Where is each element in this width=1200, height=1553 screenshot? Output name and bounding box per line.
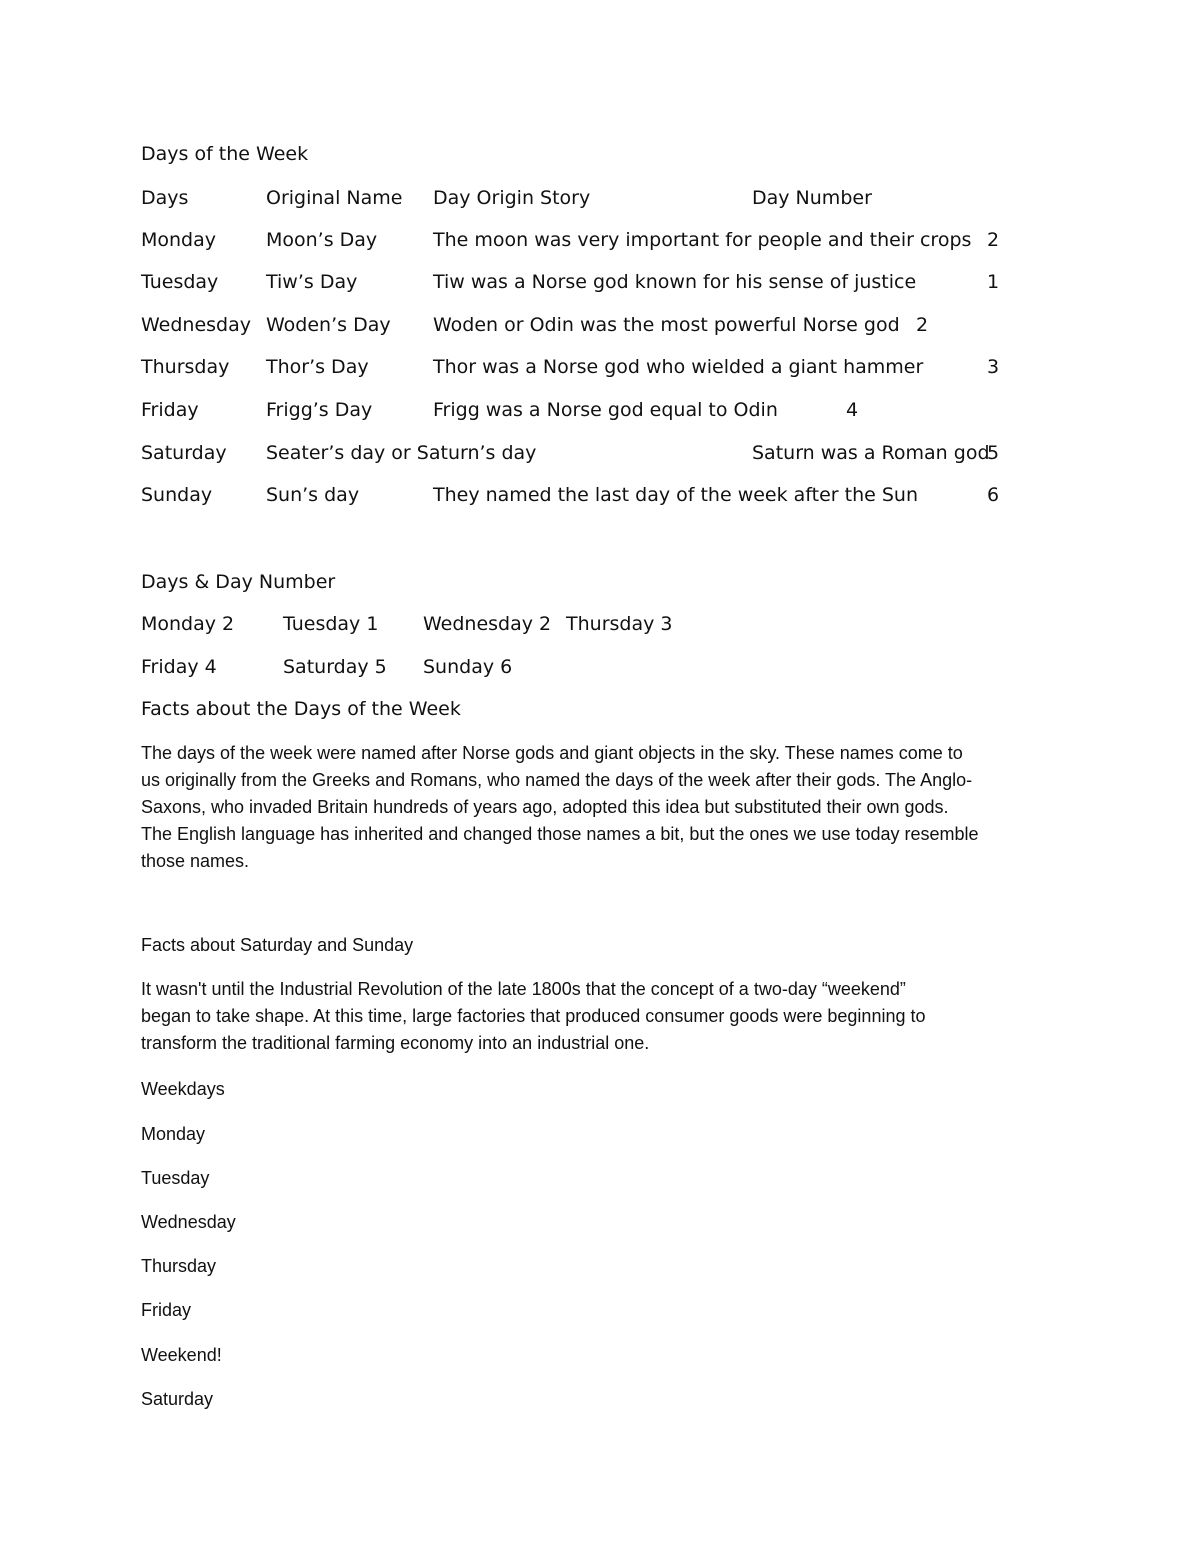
- facts-paragraph: [141, 740, 1061, 875]
- table-cell-story: Woden or Odin was the most powerful Norse god: [433, 314, 900, 336]
- facts-line: us originally from the Greeks and Romans, who named the days of the week after their gods. The Anglo-: [141, 770, 973, 790]
- table-cell-original-name: Frigg’s Day: [266, 399, 373, 421]
- table-cell-original-name: Seater’s day or Saturn’s day: [266, 442, 537, 464]
- facts-line: Saxons, who invaded Britain hundreds of years ago, adopted this idea but substituted their own gods.: [141, 797, 949, 817]
- table-cell-original-name: Sun’s day: [266, 484, 360, 506]
- facts-line: The English language has inherited and changed those names a bit, but the ones we use today resemble: [141, 824, 979, 844]
- table-cell-day: Thursday: [141, 356, 230, 378]
- table-cell-number: 2: [987, 229, 1000, 251]
- table-cell-day: Wednesday: [141, 314, 252, 336]
- weekend-facts-paragraph: [141, 976, 1061, 1057]
- table-cell-original-name: Tiw’s Day: [266, 271, 358, 293]
- day-number-item: Thursday 3: [566, 613, 673, 635]
- table-cell-day: Friday: [141, 399, 199, 421]
- table-cell-story: The moon was very important for people and their crops: [433, 229, 972, 251]
- table-cell-story: Tiw was a Norse god known for his sense of justice: [433, 271, 917, 293]
- table-cell-number: 1: [987, 271, 1000, 293]
- table-header-original-name: Original Name: [266, 187, 403, 209]
- day-number-heading: Days & Day Number: [141, 571, 336, 593]
- day-number-item: Tuesday 1: [283, 613, 379, 635]
- day-number-item: Wednesday 2: [423, 613, 552, 635]
- list-item: Weekdays: [141, 1079, 225, 1099]
- table-header-day-number: Day Number: [752, 187, 872, 209]
- day-number-item: Monday 2: [141, 613, 235, 635]
- list-item: Thursday: [141, 1256, 217, 1276]
- table-cell-day: Tuesday: [141, 271, 219, 293]
- weekend-facts-heading: Facts about Saturday and Sunday: [141, 935, 414, 955]
- table-cell-original-name: Moon’s Day: [266, 229, 378, 251]
- list-item: Friday: [141, 1300, 192, 1320]
- day-number-item: Saturday 5: [283, 656, 387, 678]
- list-item: Tuesday: [141, 1168, 210, 1188]
- table-cell-number: 3: [987, 356, 1000, 378]
- weekend-facts-line: It wasn't until the Industrial Revolution of the late 1800s that the concept of a two-day “weekend”: [141, 979, 906, 999]
- table-cell-original-name: Thor’s Day: [266, 356, 369, 378]
- table-cell-number: 2: [916, 314, 929, 336]
- facts-heading: Facts about the Days of the Week: [141, 698, 461, 720]
- table-cell-number: 6: [987, 484, 1000, 506]
- day-number-item: Sunday 6: [423, 656, 513, 678]
- table-header-origin-story: Day Origin Story: [433, 187, 591, 209]
- list-item: Saturday: [141, 1389, 214, 1409]
- day-number-item: Friday 4: [141, 656, 217, 678]
- weekend-facts-line: began to take shape. At this time, large factories that produced consumer goods were beginning to: [141, 1006, 926, 1026]
- table-cell-story: Frigg was a Norse god equal to Odin: [433, 399, 778, 421]
- table-cell-story: Thor was a Norse god who wielded a giant hammer: [433, 356, 924, 378]
- weekend-facts-line: transform the traditional farming economy into an industrial one.: [141, 1033, 650, 1053]
- table-cell-story: Saturn was a Roman god: [752, 442, 990, 464]
- table-cell-original-name: Woden’s Day: [266, 314, 391, 336]
- table-cell-day: Monday: [141, 229, 217, 251]
- table-header-days: Days: [141, 187, 189, 209]
- list-item: Monday: [141, 1124, 206, 1144]
- list-item: Wednesday: [141, 1212, 236, 1232]
- facts-line: those names.: [141, 851, 250, 871]
- facts-line: The days of the week were named after Norse gods and giant objects in the sky. These names come to: [141, 743, 963, 763]
- table-cell-number: 5: [987, 442, 1000, 464]
- table-cell-day: Sunday: [141, 484, 213, 506]
- table-cell-day: Saturday: [141, 442, 227, 464]
- table-cell-number: 4: [846, 399, 859, 421]
- table-cell-story: They named the last day of the week after the Sun: [433, 484, 919, 506]
- list-item: Weekend!: [141, 1345, 222, 1365]
- page-title: Days of the Week: [141, 143, 309, 165]
